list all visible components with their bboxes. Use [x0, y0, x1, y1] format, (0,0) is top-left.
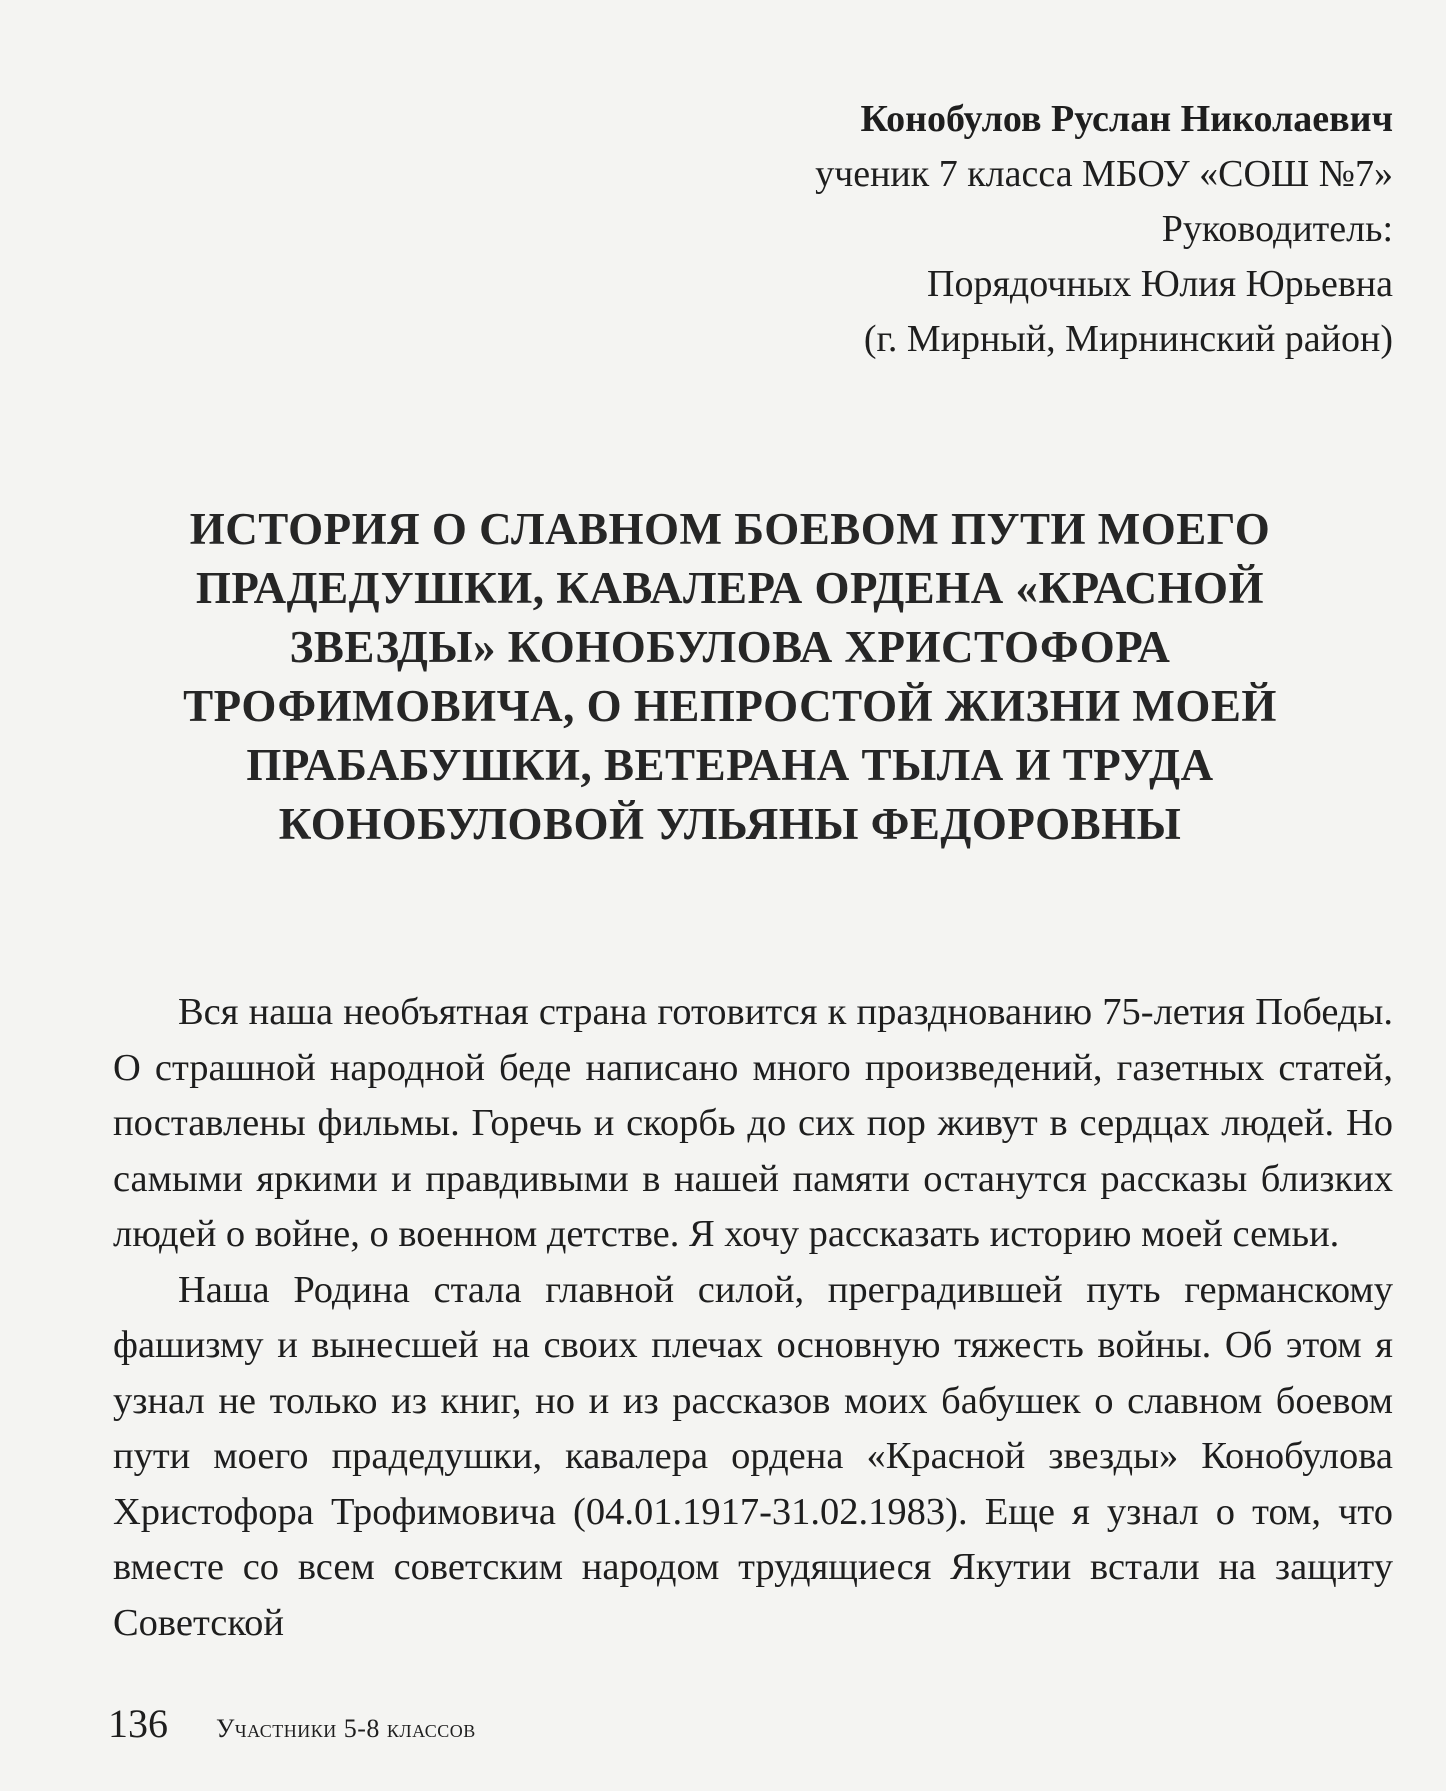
body-paragraph: Вся наша необъятная страна готовится к празднованию 75-летия Победы. О страшной народной беде написано много произведений, газетных статей, поставлены фильмы. Горечь и скорбь до сих пор живут в сердцах людей. Но самыми яркими и правдивыми в нашей памяти останутся рассказы близких людей о войне, о военном детстве. Я хочу рассказать историю моей семьи.	[113, 991, 1393, 1255]
body-paragraph: Наша Родина стала главной силой, преградившей путь германскому фашизму и вынесшей на своих плечах основную тяжесть войны. Об этом я узнал не только из книг, но и из рассказов моих бабушек о славном боевом пути моего прадедушки, кавалера ордена «Красной звезды» Конобулова Христофора Трофимовича (04.01.1917-31.02.1983). Еще я узнал о том, что вместе со всем советским народом трудящиеся Якутии встали на защиту Советской	[113, 1268, 1393, 1644]
title-line: ТРОФИМОВИЧА, О НЕПРОСТОЙ ЖИЗНИ МОЕЙ	[183, 681, 1277, 731]
page-number: 136	[108, 1701, 168, 1746]
author-location: (г. Мирный, Мирнинский район)	[863, 318, 1393, 360]
article-title	[145, 500, 1315, 854]
supervisor-label: Руководитель:	[1161, 208, 1393, 250]
title-line: ИСТОРИЯ О СЛАВНОМ БОЕВОМ ПУТИ МОЕГО	[189, 504, 1271, 554]
supervisor-name: Порядочных Юлия Юрьевна	[927, 263, 1393, 305]
title-line: ЗВЕЗДЫ» КОНОБУЛОВА ХРИСТОФОРА	[289, 622, 1171, 672]
author-name: Конобулов Руслан Николаевич	[860, 98, 1393, 140]
author-block	[493, 92, 1393, 367]
title-line: ПРАДЕДУШКИ, КАВАЛЕРА ОРДЕНА «КРАСНОЙ	[195, 563, 1265, 613]
section-name: Участники 5-8 классов	[216, 1714, 476, 1743]
author-position: ученик 7 класса МБОУ «СОШ №7»	[815, 153, 1393, 195]
page-footer	[108, 1700, 476, 1747]
title-line: ПРАБАБУШКИ, ВЕТЕРАНА ТЫЛА И ТРУДА	[246, 740, 1214, 790]
article-body	[113, 985, 1393, 1651]
title-line: КОНОБУЛОВОЙ УЛЬЯНЫ ФЕДОРОВНЫ	[278, 799, 1182, 849]
